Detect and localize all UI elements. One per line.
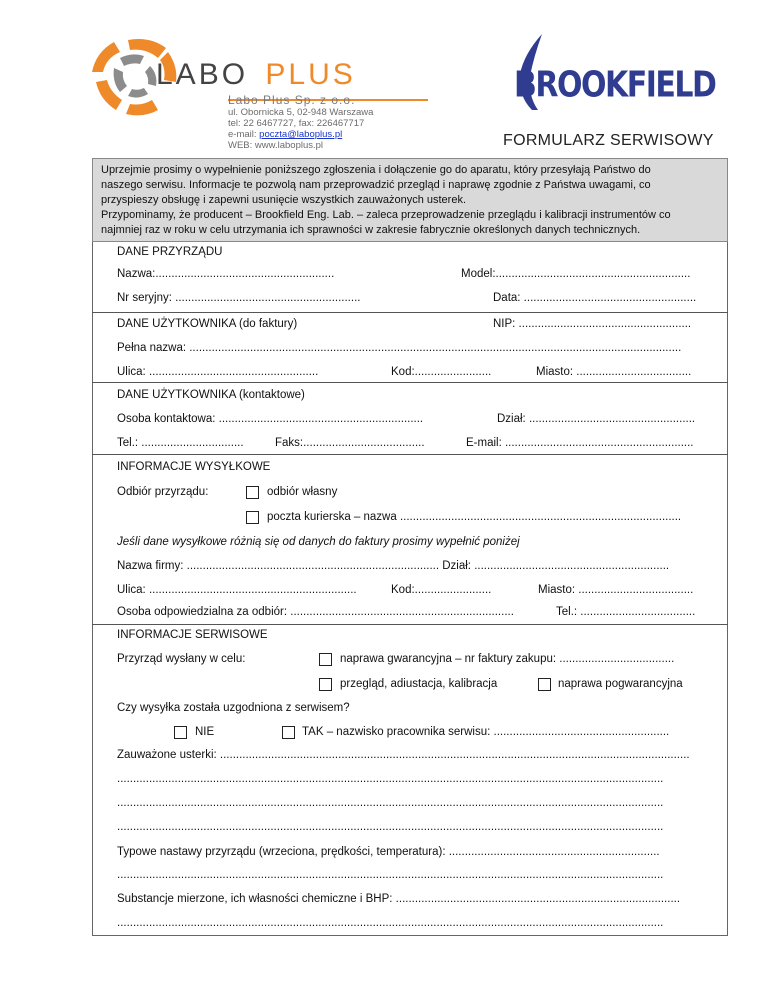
user-full-name-field[interactable]: Pełna nazwa: .......................................................................................................................................................... [117,342,682,354]
shipping-note: Jeśli dane wysyłkowe różnią się od danych do faktury prosimy wypełnić poniżej [117,536,520,548]
company-name: Labo Plus Sp. z o.o. [228,93,356,107]
post-warranty-repair-label: naprawa pogwarancyjna [558,678,683,690]
device-date-field[interactable]: Data: ...................................................... [493,292,697,304]
contact-section-title: DANE UŻYTKOWNIKA (kontaktowe) [117,389,305,401]
self-pickup-label: odbiór własny [267,486,338,498]
user-code-field[interactable]: Kod:........................ [391,366,492,378]
intro-line-3: przyspieszy obsługę i zapewni usunięcie wszystkich zauważonych usterek. [101,194,467,206]
pickup-label: Odbiór przyrządu: [117,486,209,498]
contact-fax-field[interactable]: Faks:...................................... [275,437,425,449]
device-section-title: DANE PRZYRZĄDU [117,246,223,258]
agreed-yes-field[interactable]: TAK – nazwisko pracownika serwisu: ....................................................... [302,726,670,738]
divider-device-user [92,312,728,313]
shipping-responsible-field[interactable]: Osoba odpowiedzialna za odbiór: ...................................................................... [117,606,514,618]
contact-person-field[interactable]: Osoba kontaktowa: ................................................................ [117,413,424,425]
labo-plus-logo [88,28,438,98]
divider-contact-shipping [92,454,728,455]
agreed-yes-checkbox[interactable] [282,726,295,739]
user-nip-field[interactable]: NIP: ...................................................... [493,318,692,330]
user-street-field[interactable]: Ulica: ..................................................... [117,366,319,378]
contact-tel-field[interactable]: Tel.: ................................ [117,437,244,449]
settings-field[interactable]: Typowe nastawy przyrządu (wrzeciona, prędkości, temperatura): .................................................................. [117,846,660,858]
intro-line-2: naszego serwisu. Informacje te pozwolą nam przeprowadzić przegląd i naprawę zgodnie z Państwa uwagami, co [101,179,651,191]
company-web: WEB: www.laboplus.pl [228,140,324,151]
faults-line-2[interactable]: ........................................................................................................................................................................... [117,773,664,785]
faults-field[interactable]: Zauważone usterki: ................................................................................................................................................... [117,749,690,761]
labo-logo-word: LABO [156,58,249,91]
courier-checkbox[interactable] [246,511,259,524]
agreed-no-label: NIE [195,726,215,738]
agreed-question: Czy wysyłka została uzgodniona z serwisem? [117,702,350,714]
warranty-repair-checkbox[interactable] [319,653,332,666]
intro-box [92,158,728,242]
device-model-field[interactable]: Model:............................................................. [461,268,691,280]
form-title: FORMULARZ SERWISOWY [503,132,714,149]
inspection-label: przegląd, adiustacja, kalibracja [340,678,498,690]
substances-line-2[interactable]: ........................................................................................................................................................................... [117,917,664,929]
settings-line-2[interactable]: ........................................................................................................................................................................... [117,869,664,881]
brookfield-wordmark: BROOKFIELD [514,64,716,106]
device-name-field[interactable]: Nazwa:........................................................ [117,268,335,280]
user-section-title: DANE UŻYTKOWNIKA (do faktury) [117,318,298,330]
plus-logo-word: PLUS [265,58,356,91]
company-address: ul. Obornicka 5, 02-948 Warszawa [228,107,374,118]
divider-shipping-service [92,624,728,625]
shipping-section-title: INFORMACJE WYSYŁKOWE [117,461,271,473]
divider-user-contact [92,382,728,383]
user-city-field[interactable]: Miasto: .................................... [536,366,692,378]
intro-line-4: Przypominamy, że producent – Brookfield Eng. Lab. – zaleca przeprowadzenie przeglądu i kalibracji instrumentów co [101,209,671,221]
shipping-tel-field[interactable]: Tel.: .................................... [556,606,696,618]
courier-field[interactable]: poczta kurierska – nazwa ........................................................................................ [267,511,682,523]
company-email-line: e-mail: poczta@laboplus.pl [228,129,343,140]
self-pickup-checkbox[interactable] [246,486,259,499]
inspection-checkbox[interactable] [319,678,332,691]
contact-dept-field[interactable]: Dział: .................................................... [497,413,696,425]
contact-email-field[interactable]: E-mail: ........................................................... [466,437,694,449]
shipping-code-field[interactable]: Kod:........................ [391,584,492,596]
intro-line-5: najmniej raz w roku w celu utrzymania ich sprawności w zakresie fabrycznie określonych danych technicznych. [101,224,641,236]
company-phone: tel: 22 6467727, fax: 226467717 [228,118,365,129]
service-section-title: INFORMACJE SERWISOWE [117,629,268,641]
device-serial-field[interactable]: Nr seryjny: .......................................................... [117,292,361,304]
post-warranty-repair-checkbox[interactable] [538,678,551,691]
agreed-no-checkbox[interactable] [174,726,187,739]
email-link[interactable]: poczta@laboplus.pl [259,129,343,140]
company-info [228,93,373,151]
faults-line-3[interactable]: ........................................................................................................................................................................... [117,797,664,809]
faults-line-4[interactable]: ........................................................................................................................................................................... [117,821,664,833]
shipping-city-field[interactable]: Miasto: .................................... [538,584,694,596]
intro-line-1: Uprzejmie prosimy o wypełnienie poniższego zgłoszenia i dołączenie go do aparatu, który przesyłają Państwo do [101,164,651,176]
warranty-repair-field[interactable]: naprawa gwarancyjna – nr faktury zakupu: .................................... [340,653,675,665]
brookfield-logo [498,30,726,118]
substances-field[interactable]: Substancje mierzone, ich własności chemiczne i BHP: ......................................................................................... [117,893,681,905]
purpose-label: Przyrząd wysłany w celu: [117,653,246,665]
shipping-street-field[interactable]: Ulica: ................................................................. [117,584,357,596]
shipping-company-field[interactable]: Nazwa firmy: ............................................................................... Dział: ............................................................. [117,560,670,572]
